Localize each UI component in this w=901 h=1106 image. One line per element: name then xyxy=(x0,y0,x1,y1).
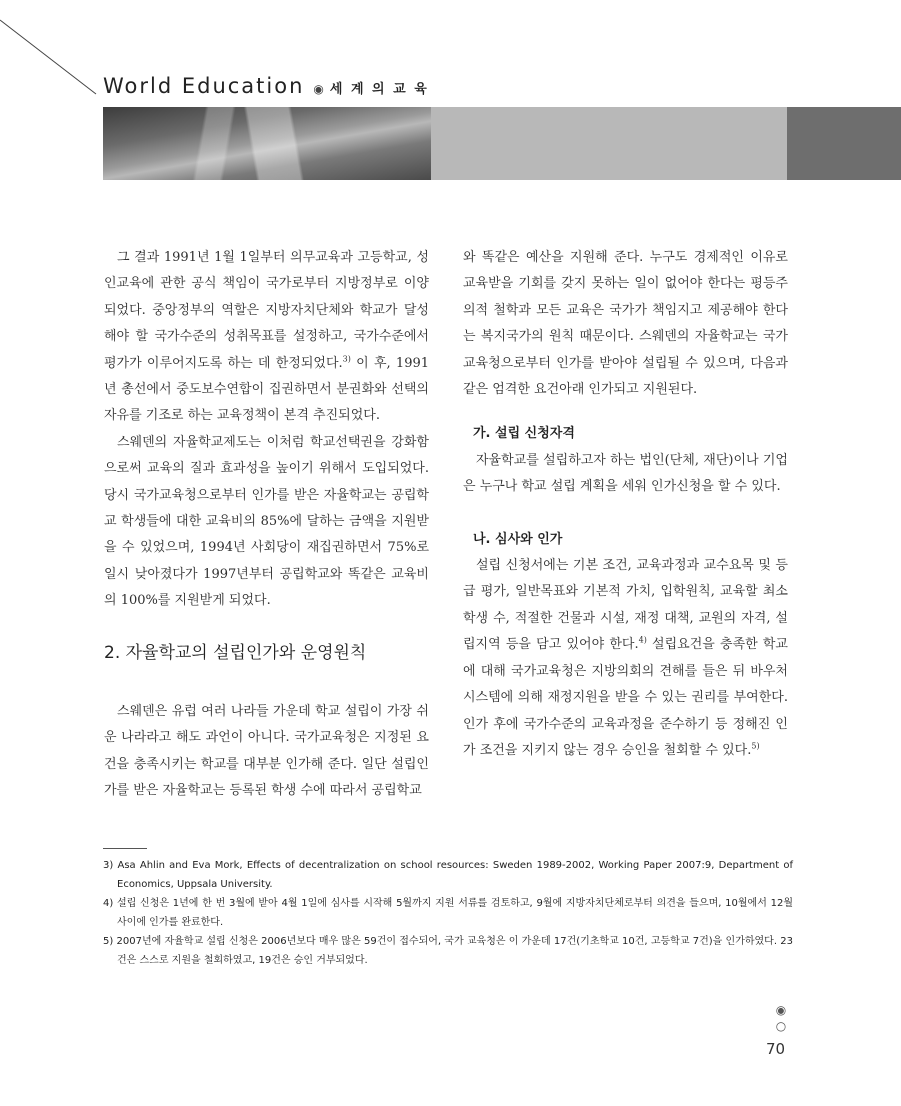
bullet-icon: ◉ xyxy=(313,82,324,96)
section-heading: 2. 자율학교의 설립인가와 운영원칙 xyxy=(104,642,367,663)
series-title: World Education xyxy=(103,74,305,98)
footnote-item: 3) Asa Ahlin and Eva Mork, Effects of decentralization on school resources: Sweden 1989-2002, Working Paper 2007:9, Department of Economics, Uppsala University. xyxy=(103,860,793,890)
body-paragraph: 와 똑같은 예산을 지원해 준다. 누구도 경제적인 이유로 교육받을 기회를 갖지 못하는 일이 없어야 한다는 평등주의적 철학과 모든 교육은 국가가 책임지고 제공해야 한다는 복지국가의 원칙 때문이다. 스웨덴의 자율학교는 국가교육청으로부터 인가를 받아야 설립될 수 있으며, 다음과 같은 엄격한 요건아래 인가되고 지원된다. xyxy=(463,250,788,398)
right-column xyxy=(463,245,788,764)
footnote-item: 5) 2007년에 자율학교 설립 신청은 2006년보다 매우 많은 59건이 접수되어, 국가 교육청은 이 가운데 17건(기초학교 10건, 고등학교 7건)을 인가하였다. 23건은 스스로 지원을 철회하였고, 19건은 승인 거부되었다. xyxy=(103,936,793,966)
subsection-heading-b: 나. 심사와 인가 xyxy=(473,531,563,547)
body-paragraph: 스웨덴은 유럽 여러 나라들 가운데 학교 설립이 가장 쉬운 나라라고 해도 과언이 아니다. 국가교육청은 지정된 요건을 충족시키는 학교를 대부분 인가해 준다. 일단 설립인가를 받은 자율학교는 등록된 학생 수에 따라서 공립학교 xyxy=(104,703,429,798)
footnotes xyxy=(103,856,793,970)
series-subtitle: 세 계 의 교 육 xyxy=(329,82,429,97)
body-paragraph: 자율학교를 설립하고자 하는 법인(단체, 재단)이나 기업은 누구나 학교 설립 계획을 세워 인가신청을 할 수 있다. xyxy=(463,452,788,495)
body-paragraph: 그 결과 1991년 1월 1일부터 의무교육과 고등학교, 성인교육에 관한 공식 책임이 국가로부터 지방정부로 이양되었다. 중앙정부의 역할은 지방자치단체와 학교가 달성해야 할 국가수준의 성취목표를 설정하고, 국가수준에서 평가가 이루어지도록 하는 데 한정되었다.$^{3)}$ 이 후, 1991년 총선에서 중도보수연합이 집권하면서 분권화와 선택의 자유를 기조로 하는 교육정책이 본격 추진되었다. xyxy=(104,250,430,424)
banner-gray-block xyxy=(431,107,787,180)
filled-circle-icon: ◉ xyxy=(775,1003,787,1017)
page-markers xyxy=(771,1002,791,1034)
body-paragraph: 설립 신청서에는 기본 조건, 교육과정과 교수요목 및 등급 평가, 일반목표와 기본적 가치, 입학원칙, 교육할 최소 학생 수, 적절한 건물과 시설, 재정 대책, 교원의 자격, 설립지역 등을 담고 있어야 한다.$^{4)}$ 설립요건을 충족한 학교에 대해 국가교육청은 지방의회의 견해를 들은 뒤 바우처 시스템에 의해 재정지원을 받을 수 있는 권리를 부여한다. 인가 후에 국가수준의 교육과정을 준수하기 등 정해진 인가 조건을 지키지 않는 경우 승인을 철회할 수 있다.$^{5)}$ xyxy=(463,558,788,758)
banner-dark-block xyxy=(787,107,901,180)
footnote-ref: 5) xyxy=(751,741,760,751)
footnote-divider xyxy=(103,848,147,849)
footnote-ref: 4) xyxy=(638,635,647,645)
banner-flag-photo xyxy=(103,107,431,180)
body-paragraph: 스웨덴의 자율학교제도는 이처럼 학교선택권을 강화함으로써 교육의 질과 효과성을 높이기 위해서 도입되었다. 당시 국가교육청으로부터 인가를 받은 자율학교는 공립학교 학생들에 대한 교육비의 85%에 달하는 금액을 지원받을 수 있었으며, 1994년 사회당이 재집권하면서 75%로 일시 낮아졌다가 1997년부터 공립학교와 똑같은 교육비의 100%를 지원받게 되었다. xyxy=(104,434,429,609)
subsection-heading-a: 가. 설립 신청자격 xyxy=(473,426,575,442)
corner-diagonal-line xyxy=(0,0,110,100)
footnote-item: 4) 설립 신청은 1년에 한 번 3월에 받아 4월 1일에 심사를 시작해 5월까지 지원 서류를 검토하고, 9월에 지방자치단체로부터 의견을 들으며, 10월에서 12월 사이에 인가를 완료한다. xyxy=(103,898,793,928)
empty-circle-icon: ○ xyxy=(775,1019,787,1033)
left-column xyxy=(104,245,429,804)
footnote-ref: 3) xyxy=(342,354,351,364)
page-number: 70 xyxy=(766,1040,786,1058)
running-header xyxy=(103,74,429,102)
